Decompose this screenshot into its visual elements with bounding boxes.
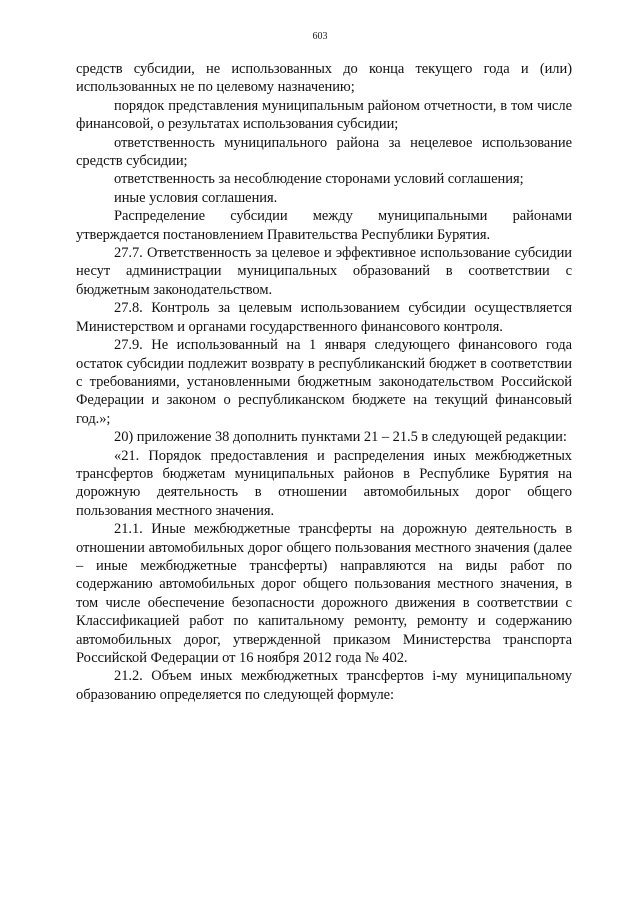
paragraph: 27.8. Контроль за целевым использованием субсидии осуществляется Министерством и органами государственного финансового контроля. [76,300,572,335]
paragraph: 21.1. Иные межбюджетные трансферты на дорожную деятельность в отношении автомобильных дорог общего пользования местного значения (далее – иные межбюджетные трансферты) направляются на виды работ по содержанию автомобильных дорог общего пользования местного значения, в том числе обеспечение безопасности дорожного движения в соответствии с Классификацией работ по капитальному ремонту, ремонту и содержанию автомобильных дорог, утвержденной приказом Министерства транспорта Российской Федерации от 16 ноября 2012 года № 402. [76,521,572,666]
paragraph: ответственность муниципального района за нецелевое использование средств субсидии; [76,134,572,170]
paragraph: порядок представления муниципальным районом отчетности, в том числе финансовой, о результатах использования субсидии; [76,97,572,133]
body-text [76,60,572,704]
paragraph: 21.2. Объем иных межбюджетных трансфертов i-му муниципальному образованию определяется по следующей формуле: [76,668,572,703]
paragraph: «21. Порядок предоставления и распределения иных межбюджетных трансфертов бюджетам муниципальных районов в Республике Бурятия на дорожную деятельность в отношении автомобильных дорог общего пользования местного значения. [76,447,572,519]
paragraph: Распределение субсидии между муниципальными районами утверждается постановлением Правительства Республики Бурятия. [76,208,572,243]
paragraph: иные условия соглашения. [114,189,278,206]
paragraph: средств субсидии, не использованных до конца текущего года и (или) использованных не по целевому назначению; [76,61,572,96]
paragraph: 20) приложение 38 дополнить пунктами 21 – 21.5 в следующей редакции: [114,429,567,446]
page-number: 603 [312,31,328,42]
paragraph: 27.7. Ответственность за целевое и эффективное использование субсидии несут администрации муниципальных образований в соответствии с бюджетным законодательством. [76,245,572,298]
paragraph: 27.9. Не использованный на 1 января следующего финансового года остаток субсидии подлежит возврату в республиканский бюджет в соответствии с требованиями, установленными бюджетным законодательством Российской Федерации и законом о республиканском бюджете на текущий финансовый год.»; [76,337,572,427]
paragraph: ответственность за несоблюдение сторонами условий соглашения; [114,171,524,188]
